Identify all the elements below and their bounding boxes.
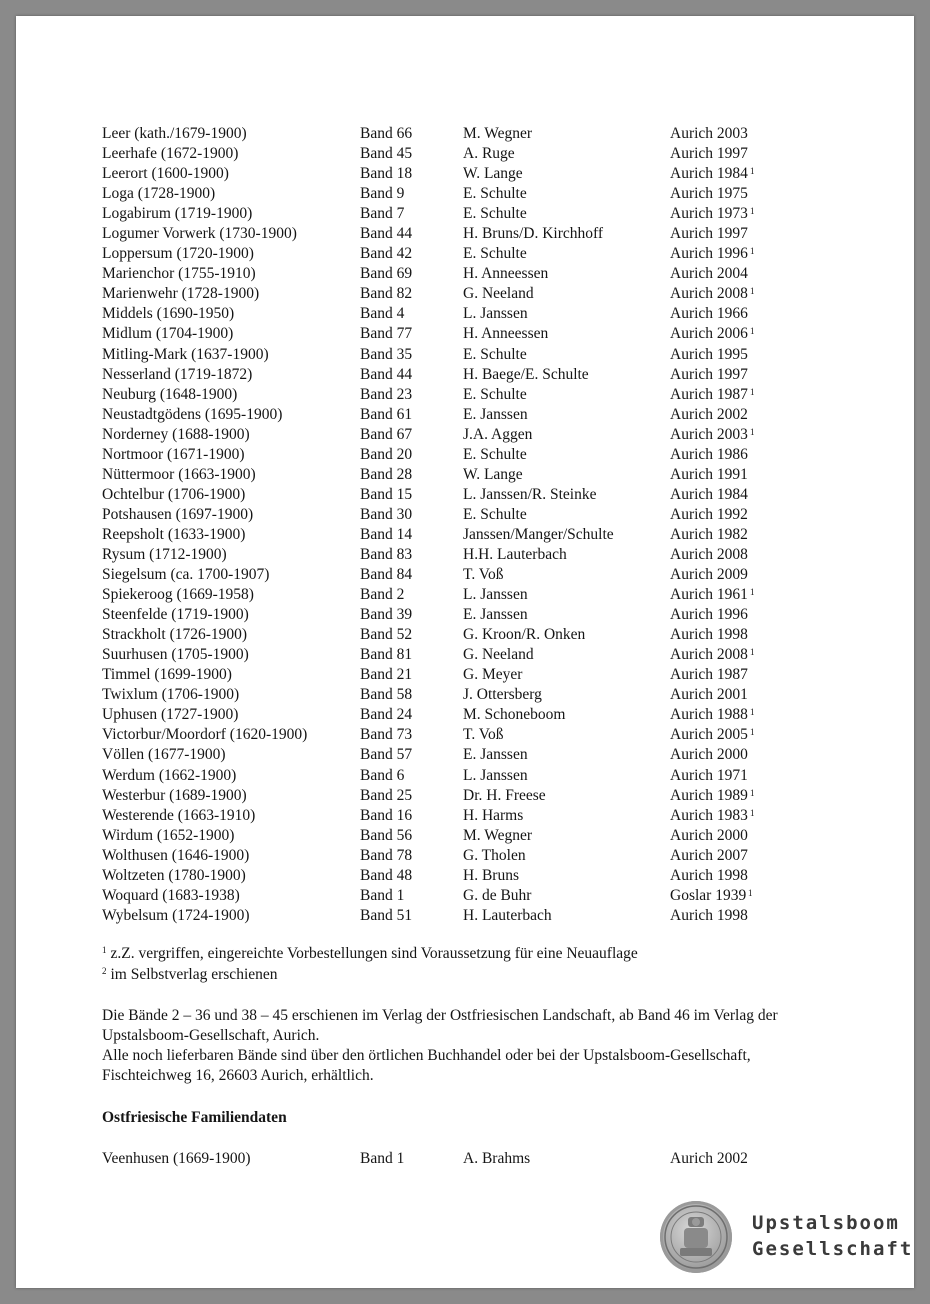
- list-item: [102, 545, 822, 565]
- author-cell: A. Ruge: [463, 145, 515, 163]
- place-cell: Logabirum (1719-1900): [102, 205, 253, 223]
- footnote-marker: 1: [750, 587, 755, 598]
- band-cell: Band 52: [360, 626, 413, 644]
- place-cell: Woquard (1683-1938): [102, 886, 240, 904]
- footnote-marker: 1: [750, 807, 755, 818]
- list-item: [102, 585, 822, 605]
- band-cell: Band 1: [360, 1150, 405, 1167]
- list-item: [102, 645, 822, 665]
- footnote-marker: 1: [748, 887, 753, 898]
- author-cell: E. Janssen: [463, 746, 528, 764]
- footnote-marker: 1: [750, 246, 755, 257]
- list-item: [102, 425, 822, 445]
- list-item: [102, 405, 822, 425]
- author-cell: G. de Buhr: [463, 886, 532, 904]
- author-cell: H. Anneessen: [463, 325, 549, 343]
- footnote-marker: 1: [750, 727, 755, 738]
- author-cell: G. Neeland: [463, 285, 534, 303]
- publication-cell: Aurich 2008: [670, 285, 748, 303]
- band-cell: Band 7: [360, 205, 405, 223]
- list-item: [102, 846, 822, 866]
- band-cell: Band 44: [360, 365, 413, 383]
- place-cell: Westerbur (1689-1900): [102, 786, 247, 804]
- list-item: [102, 445, 822, 465]
- place-cell: Nesserland (1719-1872): [102, 365, 253, 383]
- band-cell: Band 6: [360, 766, 405, 784]
- footnote-marker: 1: [750, 326, 755, 337]
- publication-cell: Aurich 2009: [670, 566, 748, 584]
- band-cell: Band 57: [360, 746, 413, 764]
- place-cell: Leerort (1600-1900): [102, 165, 229, 183]
- place-cell: Siegelsum (ca. 1700-1907): [102, 566, 270, 584]
- publication-cell: Aurich 1988: [670, 706, 748, 724]
- publication-cell: Aurich 1987: [670, 666, 748, 684]
- society-logo: [660, 1200, 914, 1276]
- place-cell: Twixlum (1706-1900): [102, 686, 240, 704]
- publication-cell: Aurich 1961: [670, 586, 748, 604]
- author-cell: T. Voß: [463, 726, 504, 744]
- footnote-marker: 1: [750, 386, 755, 397]
- list-item: [102, 826, 822, 846]
- author-cell: Dr. H. Freese: [463, 786, 546, 804]
- author-cell: G. Kroon/R. Onken: [463, 626, 586, 644]
- publication-cell: Aurich 1998: [670, 906, 748, 924]
- place-cell: Suurhusen (1705-1900): [102, 646, 249, 664]
- place-cell: Middels (1690-1950): [102, 305, 235, 323]
- author-cell: W. Lange: [463, 465, 523, 483]
- publication-cell: Aurich 2005: [670, 726, 748, 744]
- author-cell: H. Baege/E. Schulte: [463, 365, 589, 383]
- author-cell: G. Neeland: [463, 646, 534, 664]
- logo-line-1: Upstalsboom: [752, 1212, 900, 1234]
- band-cell: Band 44: [360, 225, 413, 243]
- place-cell: Westerende (1663-1910): [102, 806, 256, 824]
- footnote-number: 2: [102, 966, 107, 976]
- place-cell: Nortmoor (1671-1900): [102, 445, 245, 463]
- list-item: [102, 124, 822, 144]
- place-cell: Reepsholt (1633-1900): [102, 525, 246, 543]
- list-item: [102, 204, 822, 224]
- publication-cell: Aurich 2002: [670, 405, 748, 423]
- footnote: [102, 944, 822, 965]
- list-item: [102, 324, 822, 344]
- author-cell: H. Harms: [463, 806, 524, 824]
- place-cell: Völlen (1677-1900): [102, 746, 226, 764]
- place-cell: Timmel (1699-1900): [102, 666, 232, 684]
- place-cell: Neuburg (1648-1900): [102, 385, 238, 403]
- place-cell: Neustadtgödens (1695-1900): [102, 405, 283, 423]
- publication-cell: Aurich 1987: [670, 385, 748, 403]
- band-cell: Band 61: [360, 405, 413, 423]
- publication-cell: Aurich 1971: [670, 766, 748, 784]
- publication-cell: Aurich 1973: [670, 205, 748, 223]
- publication-cell: Aurich 1998: [670, 626, 748, 644]
- publication-cell: Aurich 2007: [670, 846, 748, 864]
- publication-cell: Aurich 2008: [670, 545, 748, 563]
- band-cell: Band 45: [360, 145, 413, 163]
- logo-line-2: Gesellschaft: [752, 1238, 914, 1260]
- band-cell: Band 73: [360, 726, 413, 744]
- paragraph: Die Bände 2 – 36 und 38 – 45 erschienen im Verlag der Ostfriesischen Landschaft, ab Band 46 im Verlag der Upstalsboom-Gesellschaft, Aurich.: [102, 1007, 778, 1044]
- list-item: [102, 345, 822, 365]
- publication-cell: Aurich 1992: [670, 505, 748, 523]
- author-cell: E. Schulte: [463, 205, 527, 223]
- footnote-marker: 1: [750, 426, 755, 437]
- logo-text: [752, 1210, 913, 1262]
- list-item: [102, 525, 822, 545]
- publication-cell: Aurich 2000: [670, 826, 748, 844]
- publication-cell: Aurich 2003: [670, 125, 748, 142]
- place-cell: Uphusen (1727-1900): [102, 706, 239, 724]
- publication-cell: Aurich 1984: [670, 165, 748, 183]
- author-cell: W. Lange: [463, 165, 523, 183]
- band-cell: Band 23: [360, 385, 413, 403]
- publication-cell: Aurich 2008: [670, 646, 748, 664]
- author-cell: T. Voß: [463, 566, 504, 584]
- author-cell: M. Schoneboom: [463, 706, 566, 724]
- band-cell: Band 24: [360, 706, 413, 724]
- list-item: [102, 766, 822, 786]
- place-cell: Wolthusen (1646-1900): [102, 846, 250, 864]
- author-cell: E. Janssen: [463, 606, 528, 624]
- author-cell: E. Janssen: [463, 405, 528, 423]
- publication-cell: Aurich 1996: [670, 245, 748, 263]
- place-cell: Midlum (1704-1900): [102, 325, 234, 343]
- list-item: [102, 304, 822, 324]
- place-cell: Mitling-Mark (1637-1900): [102, 345, 269, 363]
- publication-cell: Aurich 1997: [670, 365, 748, 383]
- footnote-text: im Selbstverlag erschienen: [110, 966, 278, 983]
- author-cell: H. Bruns: [463, 866, 519, 884]
- author-cell: E. Schulte: [463, 505, 527, 523]
- publication-cell: Aurich 2004: [670, 265, 748, 283]
- band-cell: Band 15: [360, 485, 413, 503]
- author-cell: H.H. Lauterbach: [463, 545, 567, 563]
- list-item: [102, 284, 822, 304]
- footnote-marker: 1: [750, 166, 755, 177]
- author-cell: H. Anneessen: [463, 265, 549, 283]
- list-item: [102, 244, 822, 264]
- publication-cell: Goslar 1939: [670, 886, 747, 904]
- publication-cell: Aurich 1983: [670, 806, 748, 824]
- author-cell: L. Janssen: [463, 305, 528, 323]
- band-cell: Band 35: [360, 345, 413, 363]
- band-cell: Band 82: [360, 285, 413, 303]
- list-item: [102, 866, 822, 886]
- list-item: [102, 485, 822, 505]
- band-cell: Band 39: [360, 606, 413, 624]
- band-cell: Band 9: [360, 185, 405, 203]
- place-cell: Logumer Vorwerk (1730-1900): [102, 225, 297, 243]
- place-cell: Loppersum (1720-1900): [102, 245, 254, 263]
- author-cell: M. Wegner: [463, 826, 533, 844]
- author-cell: H. Lauterbach: [463, 906, 552, 924]
- band-cell: Band 48: [360, 866, 413, 884]
- place-cell: Leer (kath./1679-1900): [102, 125, 247, 142]
- publication-cell: Aurich 1989: [670, 786, 748, 804]
- publication-cell: Aurich 1998: [670, 866, 748, 884]
- footnote-marker: 1: [750, 707, 755, 718]
- place-cell: Strackholt (1726-1900): [102, 626, 248, 644]
- publication-cell: Aurich 1997: [670, 225, 748, 243]
- author-cell: E. Schulte: [463, 385, 527, 403]
- author-cell: A. Brahms: [463, 1150, 531, 1167]
- seal-icon: [660, 1201, 732, 1273]
- footnote-number: 1: [102, 945, 107, 955]
- list-item: [102, 685, 822, 705]
- list-item: [102, 505, 822, 525]
- author-cell: H. Bruns/D. Kirchhoff: [463, 225, 604, 243]
- author-cell: L. Janssen/R. Steinke: [463, 485, 597, 503]
- publication-cell: Aurich 2001: [670, 686, 748, 704]
- publication-cell: Aurich 1996: [670, 606, 748, 624]
- paragraph: Alle noch lieferbaren Bände sind über den örtlichen Buchhandel oder bei der Upstalsboom-Gesellschaft, Fischteichweg 16, 26603 Aurich, erhältlich.: [102, 1047, 751, 1084]
- list-item: [102, 886, 822, 906]
- band-cell: Band 67: [360, 425, 413, 443]
- footnote: [102, 965, 822, 986]
- publication-cell: Aurich 2003: [670, 425, 748, 443]
- author-cell: E. Schulte: [463, 345, 527, 363]
- footnote-marker: 1: [750, 647, 755, 658]
- place-cell: Werdum (1662-1900): [102, 766, 237, 784]
- publication-cell: Aurich 1982: [670, 525, 748, 543]
- footnote-marker: 1: [750, 286, 755, 297]
- publication-cell: Aurich 1997: [670, 145, 748, 163]
- place-cell: Marienwehr (1728-1900): [102, 285, 260, 303]
- place-cell: Nüttermoor (1663-1900): [102, 465, 256, 483]
- publication-cell: Aurich 1984: [670, 485, 748, 503]
- author-cell: G. Meyer: [463, 666, 523, 684]
- band-cell: Band 21: [360, 666, 413, 684]
- publication-cell: Aurich 1966: [670, 305, 748, 323]
- band-cell: Band 28: [360, 465, 413, 483]
- publisher-info: [102, 1006, 802, 1086]
- author-cell: J. Ottersberg: [463, 686, 542, 704]
- place-cell: Potshausen (1697-1900): [102, 505, 254, 523]
- publication-cell: Aurich 1991: [670, 465, 748, 483]
- band-cell: Band 77: [360, 325, 413, 343]
- band-cell: Band 30: [360, 505, 413, 523]
- footnote-marker: 1: [750, 787, 755, 798]
- list-item: [102, 144, 822, 164]
- list-item: [102, 725, 822, 745]
- band-cell: Band 66: [360, 125, 413, 142]
- place-cell: Loga (1728-1900): [102, 185, 216, 203]
- list-item: [102, 224, 822, 244]
- band-cell: Band 51: [360, 906, 413, 924]
- place-cell: Wirdum (1652-1900): [102, 826, 235, 844]
- list-item: [102, 745, 822, 765]
- author-cell: L. Janssen: [463, 766, 528, 784]
- author-cell: M. Wegner: [463, 125, 533, 142]
- list-item: [102, 565, 822, 585]
- band-cell: Band 69: [360, 265, 413, 283]
- footnote-marker: 1: [750, 206, 755, 217]
- band-cell: Band 18: [360, 165, 413, 183]
- list-item: [102, 465, 822, 485]
- list-item: [102, 365, 822, 385]
- author-cell: E. Schulte: [463, 245, 527, 263]
- list-item: [102, 705, 822, 725]
- author-cell: E. Schulte: [463, 185, 527, 203]
- author-cell: L. Janssen: [463, 586, 528, 604]
- footnotes: [102, 944, 822, 986]
- publication-cell: Aurich 2000: [670, 746, 748, 764]
- place-cell: Spiekeroog (1669-1958): [102, 586, 254, 604]
- publication-cell: Aurich 2006: [670, 325, 748, 343]
- list-item: [102, 806, 822, 826]
- band-cell: Band 56: [360, 826, 413, 844]
- list-item: [102, 786, 822, 806]
- band-cell: Band 16: [360, 806, 413, 824]
- band-cell: Band 81: [360, 646, 413, 664]
- band-cell: Band 20: [360, 445, 413, 463]
- author-cell: Janssen/Manger/Schulte: [463, 525, 614, 543]
- band-cell: Band 1: [360, 886, 405, 904]
- publication-list: [102, 124, 822, 926]
- place-cell: Wybelsum (1724-1900): [102, 906, 250, 924]
- list-item: [102, 164, 822, 184]
- band-cell: Band 58: [360, 686, 413, 704]
- publication-cell: Aurich 1975: [670, 185, 748, 203]
- list-item: [102, 605, 822, 625]
- section-title: Ostfriesische Familiendaten: [102, 1109, 287, 1126]
- place-cell: Veenhusen (1669-1900): [102, 1150, 251, 1167]
- place-cell: Victorbur/Moordorf (1620-1900): [102, 726, 308, 744]
- place-cell: Steenfelde (1719-1900): [102, 606, 249, 624]
- band-cell: Band 4: [360, 305, 405, 323]
- place-cell: Ochtelbur (1706-1900): [102, 485, 246, 503]
- place-cell: Marienchor (1755-1910): [102, 265, 256, 283]
- place-cell: Norderney (1688-1900): [102, 425, 250, 443]
- list-item: [102, 184, 822, 204]
- document-page: [16, 16, 914, 1288]
- publication-cell: Aurich 2002: [670, 1150, 748, 1167]
- author-cell: J.A. Aggen: [463, 425, 533, 443]
- band-cell: Band 42: [360, 245, 413, 263]
- list-item: [102, 385, 822, 405]
- publication-cell: Aurich 1995: [670, 345, 748, 363]
- footnote-text: z.Z. vergriffen, eingereichte Vorbestellungen sind Voraussetzung für eine Neuauflage: [110, 945, 638, 962]
- band-cell: Band 2: [360, 586, 405, 604]
- place-cell: Rysum (1712-1900): [102, 545, 227, 563]
- band-cell: Band 78: [360, 846, 413, 864]
- place-cell: Woltzeten (1780-1900): [102, 866, 246, 884]
- list-item: [102, 906, 822, 926]
- family-data-row: [102, 1149, 822, 1169]
- list-item: [102, 625, 822, 645]
- band-cell: Band 14: [360, 525, 413, 543]
- band-cell: Band 25: [360, 786, 413, 804]
- author-cell: G. Tholen: [463, 846, 526, 864]
- author-cell: E. Schulte: [463, 445, 527, 463]
- place-cell: Leerhafe (1672-1900): [102, 145, 239, 163]
- publication-cell: Aurich 1986: [670, 445, 748, 463]
- band-cell: Band 83: [360, 545, 413, 563]
- list-item: [102, 264, 822, 284]
- list-item: [102, 665, 822, 685]
- band-cell: Band 84: [360, 566, 413, 584]
